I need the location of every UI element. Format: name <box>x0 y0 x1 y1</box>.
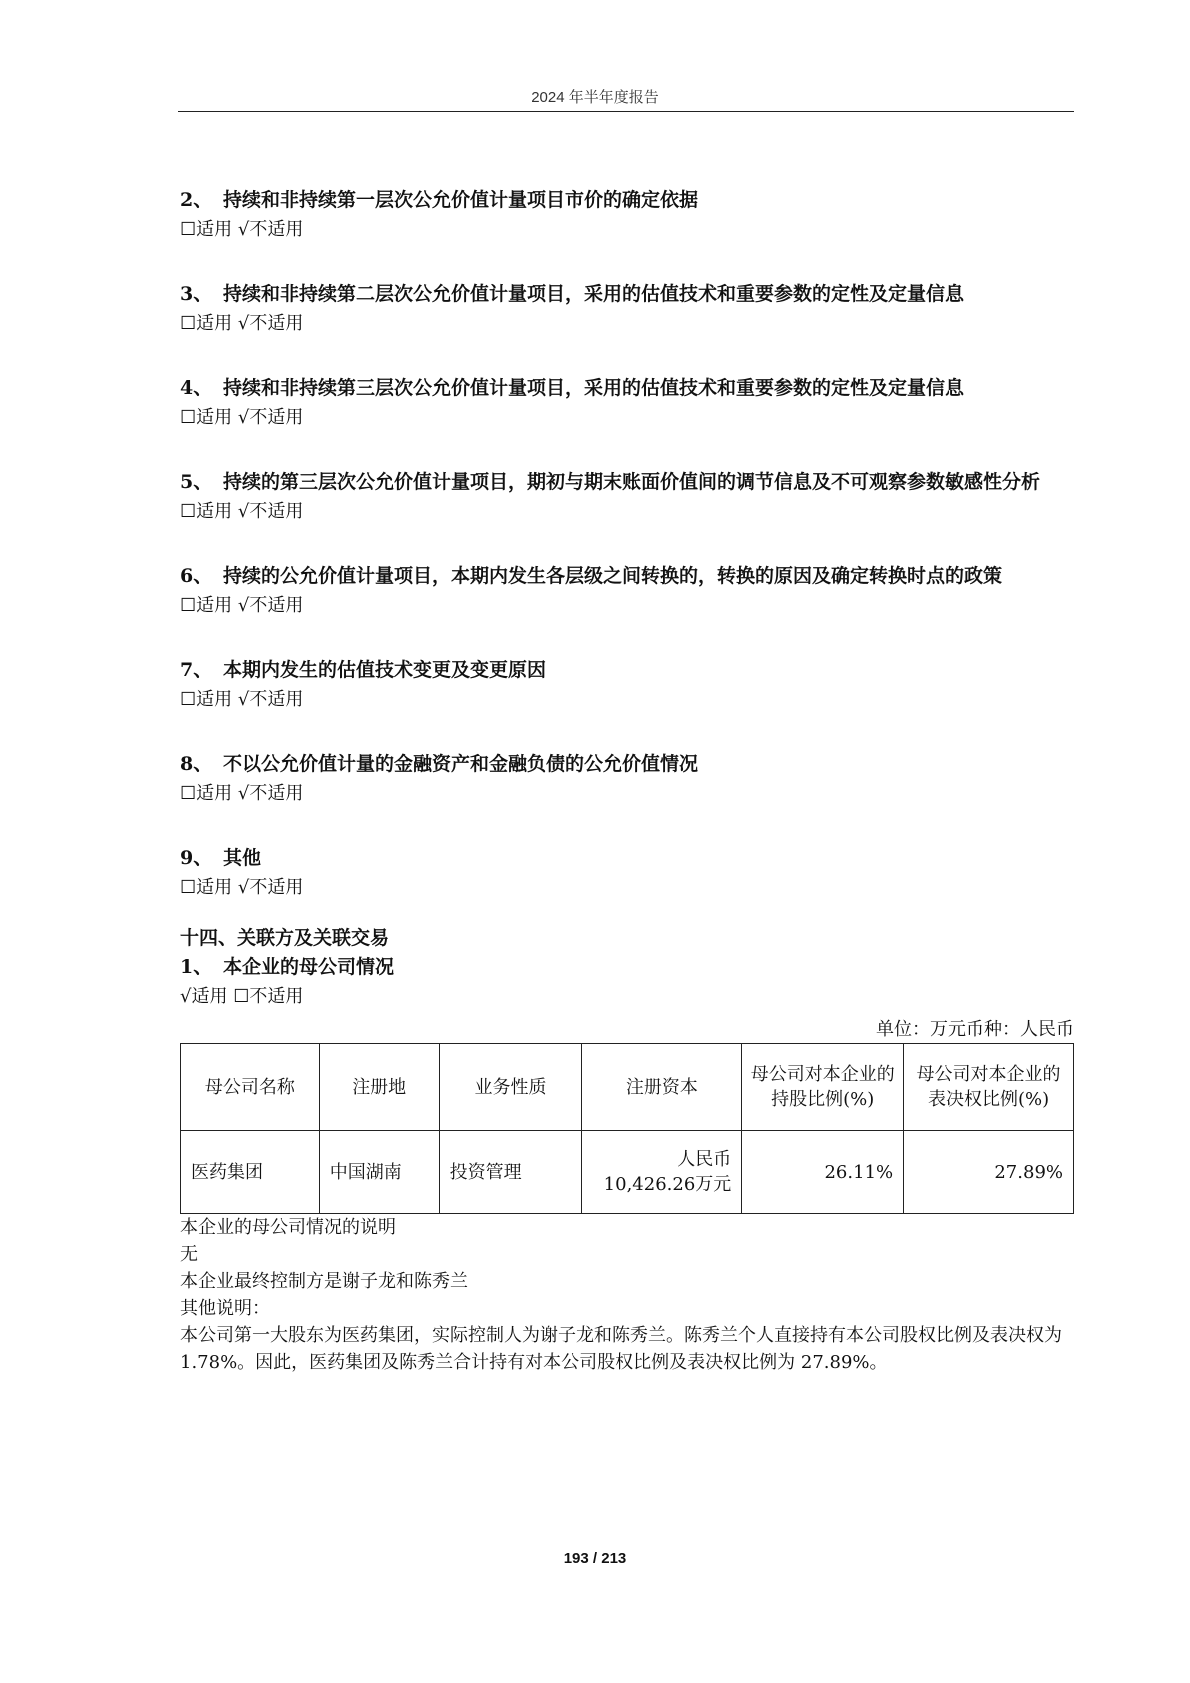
item-2-title: 持续和非持续第一层次公允价值计量项目市价的确定依据 <box>223 189 699 211</box>
parent-company-options: √适用 ☐不适用 <box>180 986 304 1007</box>
item-2-heading <box>180 186 1074 215</box>
table-header-row <box>181 1044 1074 1131</box>
section-14-title: 十四、关联方及关联交易 <box>180 927 390 949</box>
item-6-title: 持续的公允价值计量项目，本期内发生各层级之间转换的，转换的原因及确定转换时点的政策 <box>223 565 1003 587</box>
item-4-title: 持续和非持续第三层次公允价值计量项目，采用的估值技术和重要参数的定性及定量信息 <box>223 377 965 399</box>
item-4-number: 4、 <box>180 377 213 399</box>
item-8-number: 8、 <box>180 753 213 775</box>
item-5-number: 5、 <box>180 471 213 493</box>
table-cell: 中国湖南 <box>319 1131 439 1214</box>
table-cell: 26.11% <box>742 1131 904 1214</box>
item-8-title: 不以公允价值计量的金融资产和金融负债的公允价值情况 <box>223 753 699 775</box>
item-7-heading <box>180 656 1074 685</box>
table-header-cell: 注册资本 <box>582 1044 742 1131</box>
parent-note-label: 本企业的母公司情况的说明 <box>180 1217 396 1238</box>
item-9-options: ☐适用 √不适用 <box>180 877 304 898</box>
item-2-number: 2、 <box>180 189 213 211</box>
item-4-options: ☐适用 √不适用 <box>180 407 304 428</box>
parent-company-table <box>180 1043 1074 1214</box>
page-content <box>180 186 1074 1376</box>
item-8-options: ☐适用 √不适用 <box>180 783 304 804</box>
item-7-title: 本期内发生的估值技术变更及变更原因 <box>223 659 547 681</box>
table-row <box>181 1131 1074 1214</box>
item-3-number: 3、 <box>180 283 213 305</box>
other-notes-label: 其他说明： <box>180 1298 270 1319</box>
table-cell: 人民币10,426.26万元 <box>582 1131 742 1214</box>
page-number: 193 / 213 <box>563 1550 627 1567</box>
item-4-heading <box>180 374 1074 403</box>
table-header-cell: 母公司对本企业的持股比例(%) <box>742 1044 904 1131</box>
parent-company-heading <box>180 953 1074 982</box>
table-cell: 27.89% <box>904 1131 1074 1214</box>
item-7-number: 7、 <box>180 659 213 681</box>
item-6-heading <box>180 562 1074 591</box>
item-7-options: ☐适用 √不适用 <box>180 689 304 710</box>
table-header-cell: 母公司名称 <box>181 1044 320 1131</box>
table-header-cell: 注册地 <box>319 1044 439 1131</box>
table-cell: 医药集团 <box>181 1131 320 1214</box>
item-9-heading <box>180 844 1074 873</box>
header-divider <box>178 111 1074 112</box>
parent-company-title: 本企业的母公司情况 <box>223 956 395 978</box>
item-5-title: 持续的第三层次公允价值计量项目，期初与期末账面价值间的调节信息及不可观察参数敏感性分析 <box>223 471 1041 493</box>
table-header-cell: 业务性质 <box>439 1044 582 1131</box>
unit-currency-label: 单位：万元币种：人民币 <box>876 1019 1074 1040</box>
ultimate-controller: 本企业最终控制方是谢子龙和陈秀兰 <box>180 1271 468 1292</box>
page-header-title: 2024 年半年度报告 <box>531 89 659 106</box>
item-3-options: ☐适用 √不适用 <box>180 313 304 334</box>
item-8-heading <box>180 750 1074 779</box>
item-5-options: ☐适用 √不适用 <box>180 501 304 522</box>
table-header-cell: 母公司对本企业的表决权比例(%) <box>904 1044 1074 1131</box>
table-cell: 投资管理 <box>439 1131 582 1214</box>
item-5-heading <box>180 468 1074 497</box>
item-6-number: 6、 <box>180 565 213 587</box>
parent-company-number: 1、 <box>180 956 213 978</box>
item-2-options: ☐适用 √不适用 <box>180 219 304 240</box>
item-9-number: 9、 <box>180 847 213 869</box>
item-3-heading <box>180 280 1074 309</box>
parent-note-value: 无 <box>180 1244 198 1265</box>
item-9-title: 其他 <box>223 847 262 869</box>
item-6-options: ☐适用 √不适用 <box>180 595 304 616</box>
other-notes-text: 本公司第一大股东为医药集团，实际控制人为谢子龙和陈秀兰。陈秀兰个人直接持有本公司股权比例及表决权为 1.78%。因此，医药集团及陈秀兰合计持有对本公司股权比例及表决权比例为 27.89%。 <box>180 1325 1062 1373</box>
item-3-title: 持续和非持续第二层次公允价值计量项目，采用的估值技术和重要参数的定性及定量信息 <box>223 283 965 305</box>
